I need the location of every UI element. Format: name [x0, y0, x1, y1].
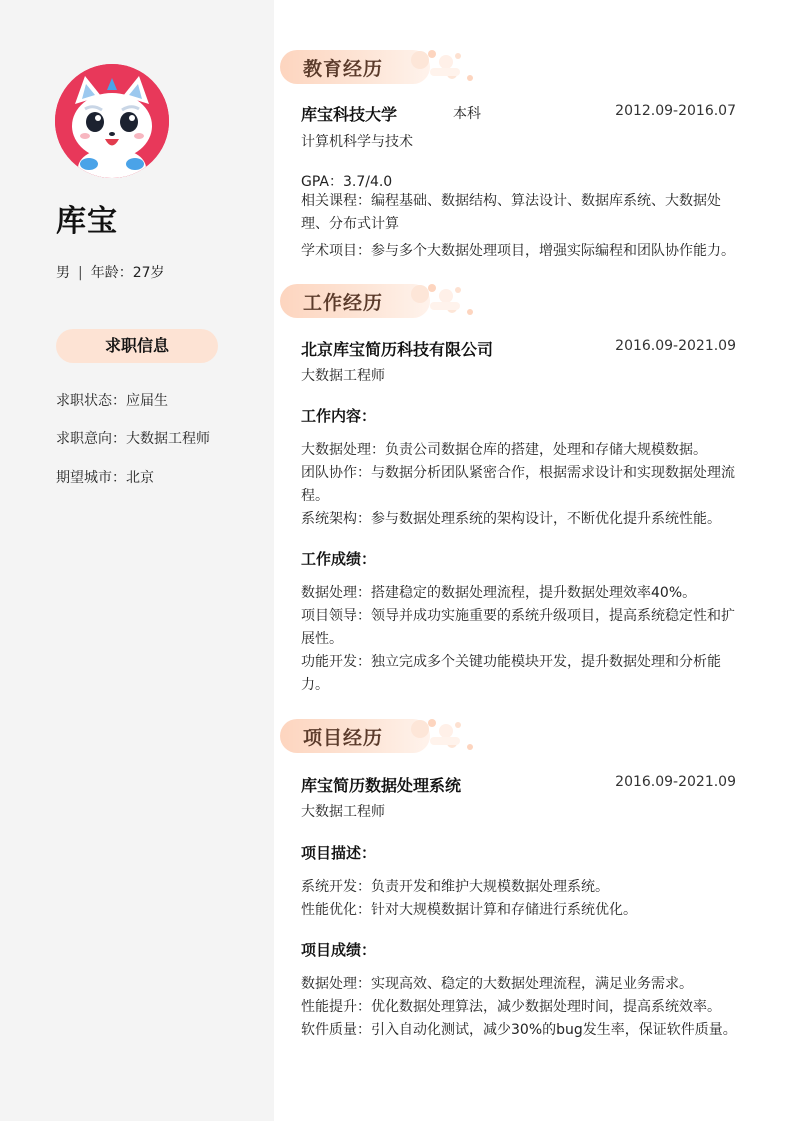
project-title: 项目经历 [303, 727, 384, 749]
work-content-item: 团队协作：与数据分析团队紧密合作，根据需求设计和实现数据处理流程。 [301, 465, 735, 504]
education-period: 2012.09-2016.07 [615, 103, 736, 119]
job-target: 求职意向：大数据工程师 [56, 431, 210, 447]
avatar [55, 64, 169, 178]
work-content-item: 系统架构：参与数据处理系统的架构设计，不断优化提升系统性能。 [301, 511, 721, 527]
avatar-mascot-icon [55, 64, 169, 178]
work-period: 2016.09-2021.09 [615, 338, 736, 354]
age: 年龄：27岁 [90, 265, 165, 281]
work-content-item: 大数据处理：负责公司数据仓库的搭建，处理和存储大规模数据。 [301, 442, 707, 458]
project-desc-item: 系统开发：负责开发和维护大规模数据处理系统。 [301, 879, 609, 895]
work-results-heading: 工作成绩： [301, 550, 377, 568]
project-name: 库宝简历数据处理系统 [301, 776, 462, 795]
work-result-item: 项目领导：领导并成功实施重要的系统升级项目，提高系统稳定性和扩展性。 [301, 608, 735, 647]
work-content-heading: 工作内容： [301, 407, 377, 425]
courses: 相关课程：编程基础、数据结构、算法设计、数据库系统、大数据处理、分布式计算 [301, 193, 721, 232]
education-section-header [280, 50, 480, 86]
project-result-item: 软件质量：引入自动化测试，减少30%的bug发生率，保证软件质量。 [301, 1022, 737, 1038]
candidate-name: 库宝 [56, 204, 118, 239]
education-title: 教育经历 [303, 58, 384, 80]
degree: 本科 [453, 106, 481, 122]
work-role: 大数据工程师 [301, 368, 385, 384]
project-period: 2016.09-2021.09 [615, 774, 736, 790]
school-name: 库宝科技大学 [301, 105, 398, 124]
project-result-item: 数据处理：实现高效、稳定的大数据处理流程，满足业务需求。 [301, 976, 693, 992]
expected-city: 期望城市：北京 [56, 470, 154, 486]
work-result-item: 数据处理：搭建稳定的数据处理流程，提升数据处理效率40%。 [301, 585, 697, 601]
project-result-item: 性能提升：优化数据处理算法，减少数据处理时间，提高系统效率。 [301, 999, 721, 1015]
academic-projects: 学术项目：参与多个大数据处理项目，增强实际编程和团队协作能力。 [301, 243, 735, 259]
gpa: GPA：3.7/4.0 [301, 174, 393, 190]
project-results-heading: 项目成绩： [301, 941, 377, 959]
info-separator: | [78, 265, 83, 281]
major: 计算机科学与技术 [301, 134, 413, 150]
work-section-header [280, 284, 480, 320]
project-role: 大数据工程师 [301, 804, 385, 820]
company-name: 北京库宝简历科技有限公司 [301, 340, 494, 359]
gender: 男 [56, 265, 70, 281]
basic-info [56, 262, 165, 282]
project-desc-heading: 项目描述： [301, 844, 377, 862]
work-title: 工作经历 [303, 292, 384, 314]
job-intent-heading: 求职信息 [56, 329, 218, 363]
work-result-item: 功能开发：独立完成多个关键功能模块开发，提升数据处理和分析能力。 [301, 654, 721, 693]
sidebar [0, 0, 274, 1121]
project-desc-item: 性能优化：针对大规模数据计算和存储进行系统优化。 [301, 902, 637, 918]
job-status: 求职状态：应届生 [56, 393, 168, 409]
project-section-header [280, 719, 480, 755]
